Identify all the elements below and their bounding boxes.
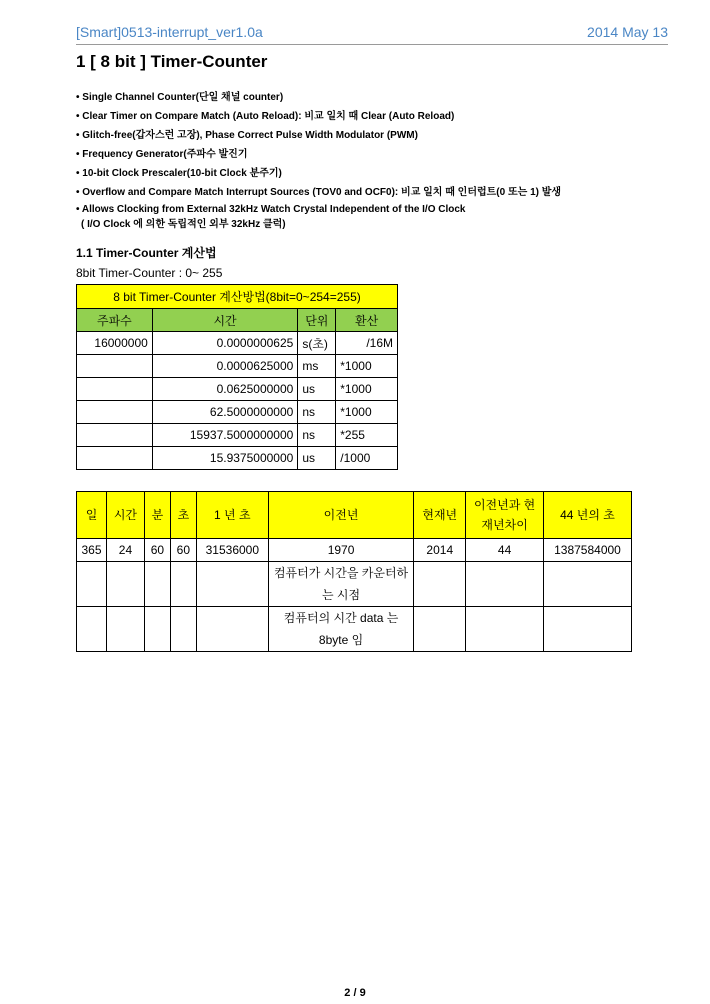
table-cell [196, 562, 268, 607]
document-name: [Smart]0513-interrupt_ver1.0a [76, 24, 263, 40]
table-cell: 24 [106, 539, 144, 562]
table-cell [106, 562, 144, 607]
list-item: • Clear Timer on Compare Match (Auto Reload): 비교 일치 때 Clear (Auto Reload) [76, 111, 455, 122]
header-cell: 이전년 [268, 492, 414, 539]
table-row [77, 401, 398, 424]
table-cell: *1000 [336, 355, 398, 378]
table-cell: us [298, 378, 336, 401]
table-cell: 0.0000625000 [152, 355, 298, 378]
document-date: 2014 May 13 [587, 24, 668, 40]
table-row [77, 378, 398, 401]
table-cell: 0.0000000625 [152, 332, 298, 355]
table-row [77, 607, 632, 652]
table-cell: 1387584000 [543, 539, 631, 562]
table-cell: /16M [336, 332, 398, 355]
list-item: ( I/O Clock 에 의한 독립적인 외부 32kHz 클럭) [81, 219, 286, 230]
table-cell [466, 562, 544, 607]
table-cell: *255 [336, 424, 398, 447]
page-number: 2 / 9 [344, 987, 366, 999]
page-header [76, 22, 668, 46]
table-cell [144, 607, 170, 652]
table-cell [77, 562, 107, 607]
table-cell: 62.5000000000 [152, 401, 298, 424]
table-cell [170, 562, 196, 607]
header-cell: 단위 [298, 309, 336, 332]
table-cell: ns [298, 424, 336, 447]
header-cell: 44 년의 초 [543, 492, 631, 539]
table-cell [543, 607, 631, 652]
table-row [77, 562, 632, 607]
table-cell: /1000 [336, 447, 398, 470]
table-cell: *1000 [336, 401, 398, 424]
list-item: • Single Channel Counter(단일 채널 counter) [76, 92, 284, 103]
header-cell: 일 [77, 492, 107, 539]
table-cell: 15937.5000000000 [152, 424, 298, 447]
table-cell: 0.0625000000 [152, 378, 298, 401]
header-cell: 1 년 초 [196, 492, 268, 539]
table-cell: ns [298, 401, 336, 424]
table-cell: 60 [144, 539, 170, 562]
header-cell: 이전년과 현재년차이 [466, 492, 544, 539]
section-subtext: 8bit Timer-Counter : 0~ 255 [76, 266, 223, 280]
header-cell: 시간 [152, 309, 298, 332]
table-cell: 16000000 [77, 332, 153, 355]
list-item: • Frequency Generator(주파수 발진기 [76, 149, 248, 160]
header-cell: 초 [170, 492, 196, 539]
table-row [77, 424, 398, 447]
header-cell: 환산 [336, 309, 398, 332]
time-table-header [77, 492, 632, 539]
header-cell: 현재년 [414, 492, 466, 539]
calc-table-header [77, 309, 398, 332]
table-cell-note: 컴퓨터가 시간을 카운터하는 시점 [268, 562, 414, 607]
section-heading: 1.1 Timer-Counter 계산법 [76, 246, 217, 260]
table-cell [414, 562, 466, 607]
list-item: • Glitch-free(갑자스런 고장), Phase Correct Pulse Width Modulator (PWM) [76, 130, 418, 141]
table-cell-note: 컴퓨터의 시간 data 는 8byte 임 [268, 607, 414, 652]
table-cell [414, 607, 466, 652]
table-cell [196, 607, 268, 652]
table-cell: 15.9375000000 [152, 447, 298, 470]
table-cell [106, 607, 144, 652]
calc-table [76, 284, 398, 470]
table-cell [77, 355, 153, 378]
table-cell [144, 562, 170, 607]
list-item: • Allows Clocking from External 32kHz Watch Crystal Independent of the I/O Clock [76, 204, 466, 215]
table-cell: s(초) [298, 332, 336, 355]
table-cell: 1970 [268, 539, 414, 562]
table-cell [543, 562, 631, 607]
list-item: • 10-bit Clock Prescaler(10-bit Clock 분주기) [76, 168, 282, 179]
list-item: • Overflow and Compare Match Interrupt Sources (TOV0 and OCF0): 비교 일치 때 인터럽트(0 또는 1) 발생 [76, 187, 562, 198]
feature-list [76, 88, 676, 233]
table-cell: us [298, 447, 336, 470]
page-title: 1 [ 8 bit ] Timer-Counter [76, 52, 268, 71]
header-cell: 주파수 [77, 309, 153, 332]
table-cell: ms [298, 355, 336, 378]
table-row [77, 332, 398, 355]
table-cell: *1000 [336, 378, 398, 401]
table-cell: 60 [170, 539, 196, 562]
table-cell [77, 401, 153, 424]
header-rule [76, 44, 668, 45]
table-cell: 365 [77, 539, 107, 562]
table-cell [466, 607, 544, 652]
table-cell: 44 [466, 539, 544, 562]
header-cell: 시간 [106, 492, 144, 539]
table-cell [77, 424, 153, 447]
table-row [77, 355, 398, 378]
time-table [76, 491, 632, 652]
table-cell [77, 607, 107, 652]
table-cell: 2014 [414, 539, 466, 562]
calc-table-title: 8 bit Timer-Counter 계산방법(8bit=0~254=255) [77, 285, 398, 309]
table-cell [170, 607, 196, 652]
table-cell: 31536000 [196, 539, 268, 562]
table-row [77, 539, 632, 562]
header-cell: 분 [144, 492, 170, 539]
table-row [77, 447, 398, 470]
table-cell [77, 447, 153, 470]
table-cell [77, 378, 153, 401]
